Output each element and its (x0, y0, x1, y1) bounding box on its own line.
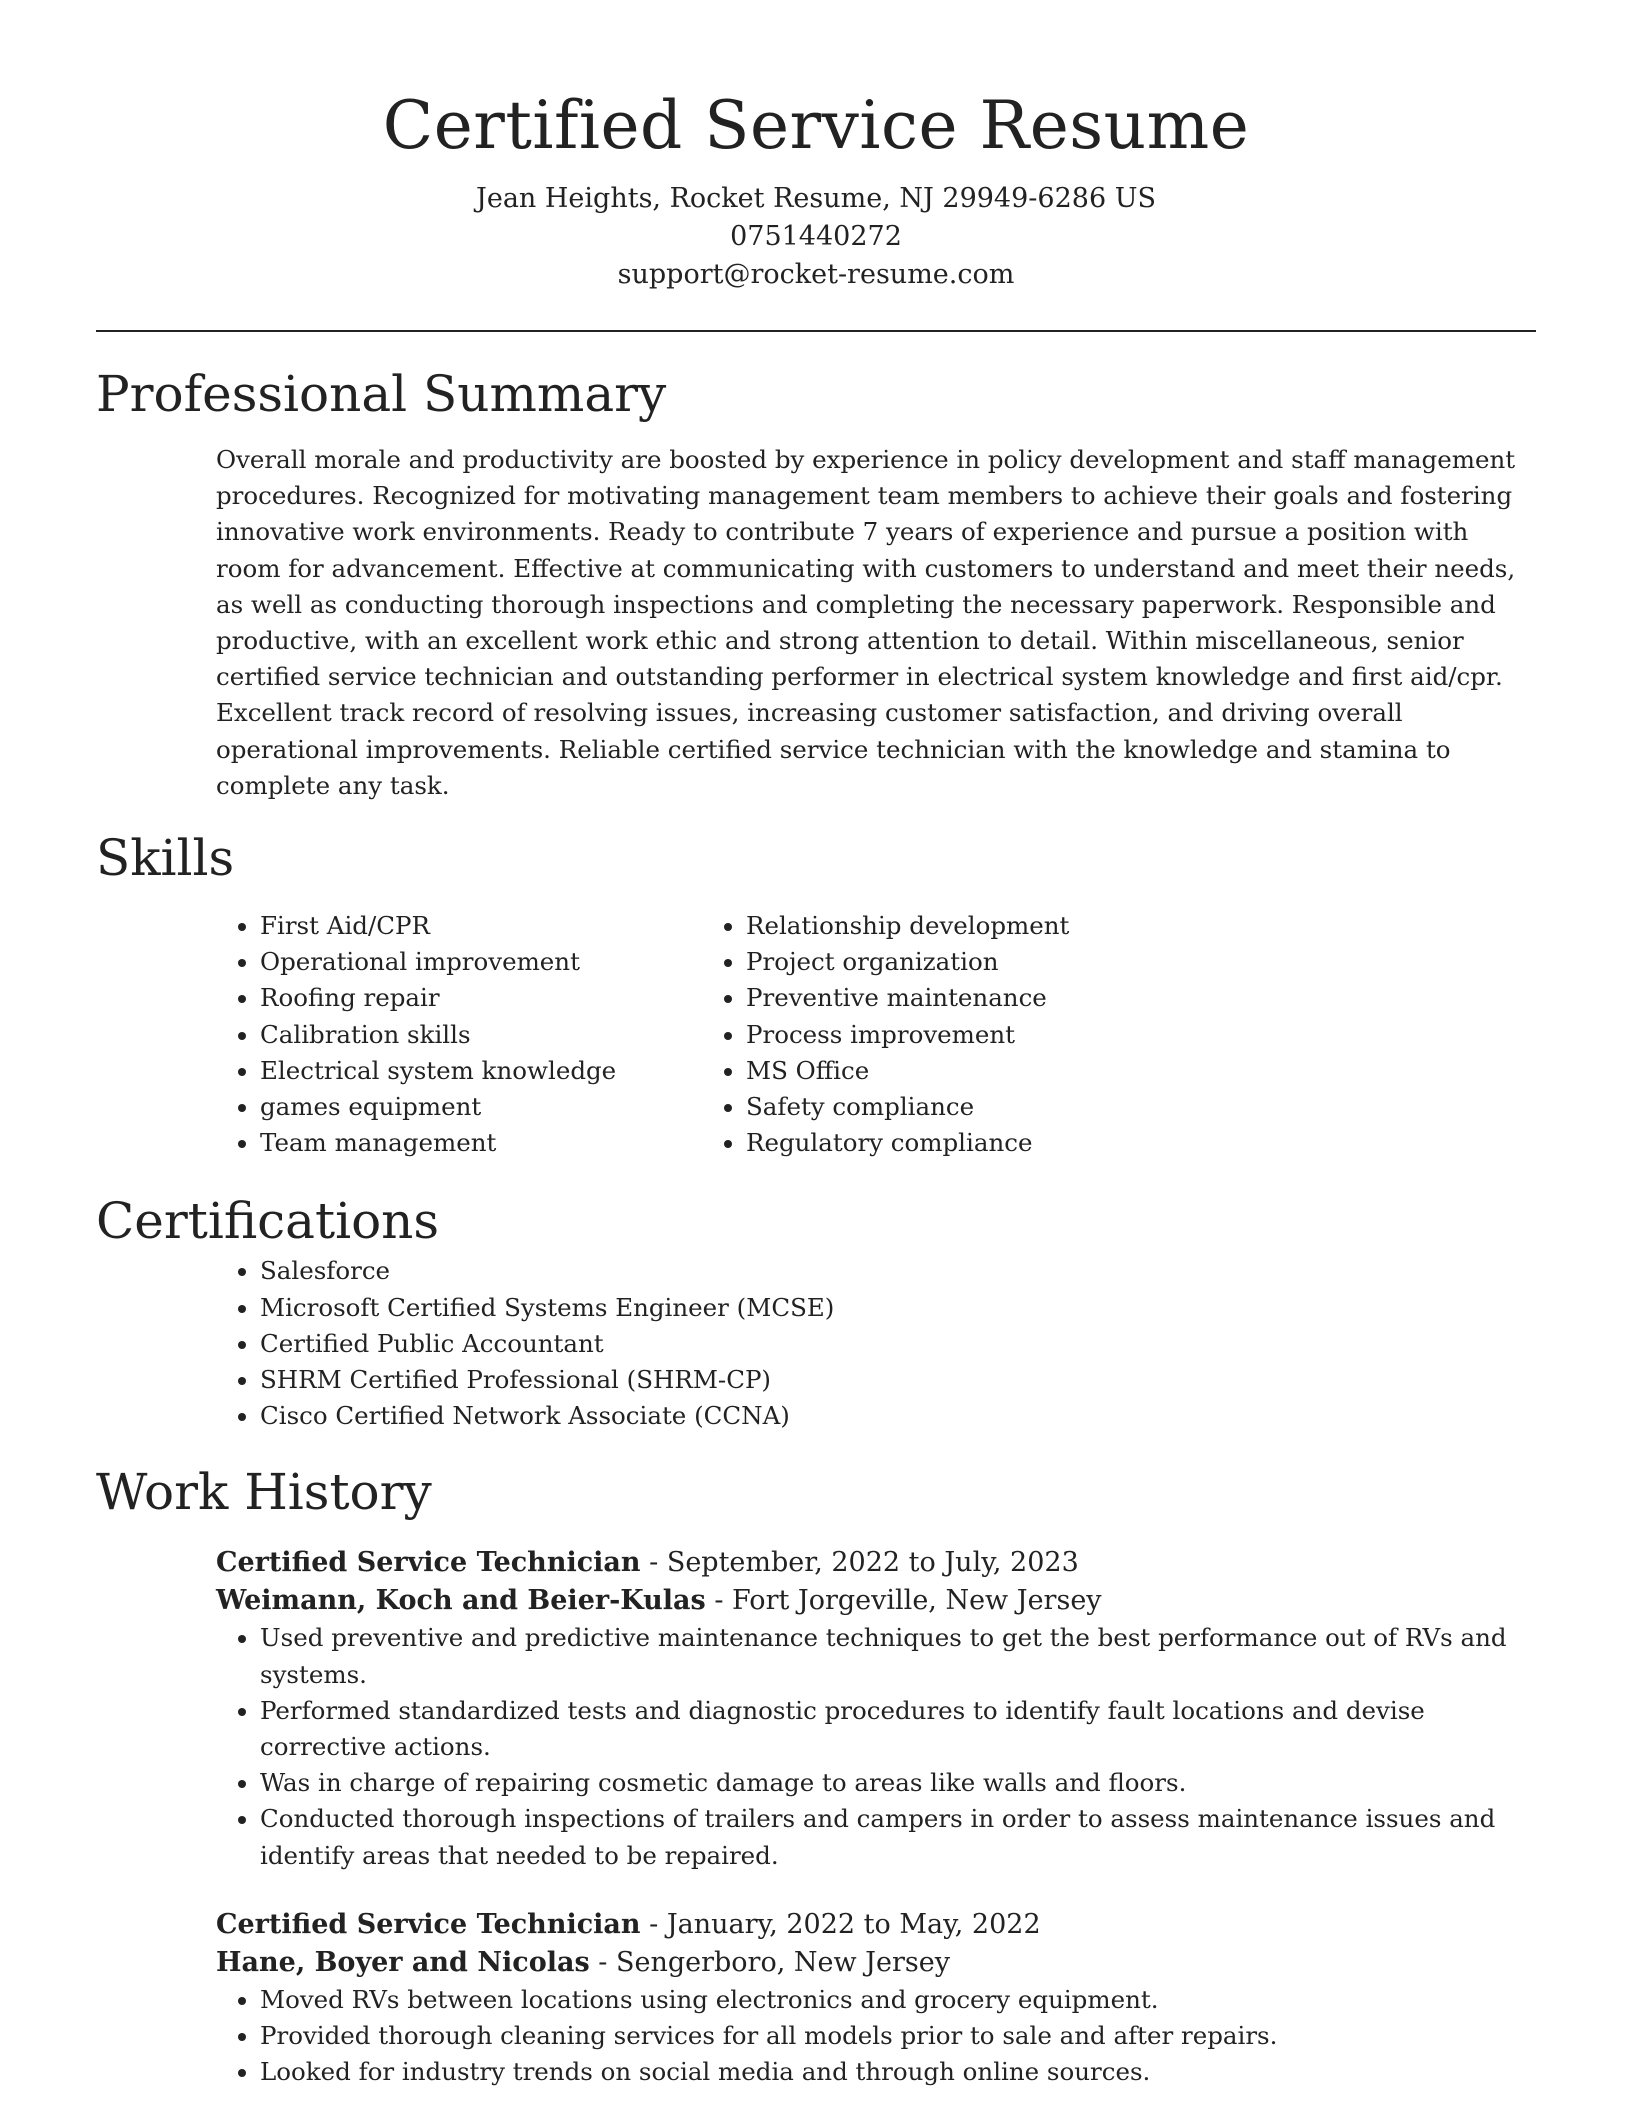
job-company-line (216, 1944, 1536, 1982)
skill-item: • games equipment (260, 1089, 746, 1125)
skill-item: • Safety compliance (746, 1089, 1396, 1125)
job-entry (216, 1906, 1536, 2091)
skills-columns (96, 908, 1536, 1161)
job-duty: • Looked for industry trends on social media and through online sources. (260, 2054, 1536, 2090)
job-dates: - September, 2022 to July, 2023 (640, 1547, 1079, 1579)
summary-heading: Professional Summary (96, 365, 667, 423)
skill-item: • Preventive maintenance (746, 980, 1396, 1016)
certifications-heading: Certifications (96, 1192, 440, 1251)
skill-item: • Regulatory compliance (746, 1125, 1396, 1161)
phone-line: 0751440272 (730, 221, 902, 252)
skill-item: • Roofing repair (260, 980, 746, 1016)
job-duties-list (216, 1620, 1536, 1873)
skills-heading: Skills (96, 829, 235, 888)
job-role: Certified Service Technician (216, 1908, 641, 1940)
job-duty: • Used preventive and predictive maintenance techniques to get the best performance out of RVs and systems. (260, 1620, 1536, 1692)
job-duty: • Performed standardized tests and diagnostic procedures to identify fault locations and devise corrective actions. (260, 1693, 1536, 1765)
job-duties-list (216, 1982, 1536, 2091)
certification-item: • SHRM Certified Professional (SHRM-CP) (260, 1362, 1536, 1398)
certification-item: • Salesforce (260, 1253, 1536, 1289)
certifications-list (96, 1253, 1536, 1434)
skills-list-right (582, 908, 1396, 1161)
resume-header (96, 0, 1536, 294)
address-line: Jean Heights, Rocket Resume, NJ 29949-6286 US (476, 183, 1156, 214)
job-company: Weimann, Koch and Beier-Kulas (216, 1585, 706, 1617)
certification-item: • Cisco Certified Network Associate (CCNA) (260, 1398, 1536, 1434)
job-company-line (216, 1582, 1536, 1620)
skill-item: • MS Office (746, 1053, 1396, 1089)
job-duty: • Was in charge of repairing cosmetic damage to areas like walls and floors. (260, 1765, 1536, 1801)
job-title-line (216, 1544, 1536, 1582)
skill-item: • First Aid/CPR (260, 908, 746, 944)
skill-item: • Process improvement (746, 1017, 1396, 1053)
header-divider (96, 330, 1536, 332)
job-duty: • Moved RVs between locations using electronics and grocery equipment. (260, 1982, 1536, 2018)
job-entry (216, 1544, 1536, 1873)
contact-block (96, 180, 1536, 294)
skill-item: • Team management (260, 1125, 746, 1161)
skill-item: • Calibration skills (260, 1017, 746, 1053)
job-role: Certified Service Technician (216, 1547, 641, 1579)
job-title-line (216, 1906, 1536, 1944)
job-dates: - January, 2022 to May, 2022 (640, 1908, 1041, 1940)
skill-item: • Relationship development (746, 908, 1396, 944)
certification-item: • Certified Public Accountant (260, 1326, 1536, 1362)
job-duty: • Conducted thorough inspections of trailers and campers in order to assess maintenance issues and identify areas that needed to be repaired. (260, 1801, 1536, 1873)
skill-item: • Project organization (746, 944, 1396, 980)
skills-column-right (746, 908, 1396, 1161)
job-location: - Sengerboro, New Jersey (589, 1946, 950, 1978)
summary-text: Overall morale and productivity are boosted by experience in policy development and staff management procedures. Recognized for motivating management team members to achieve their goals and fostering innovative work environments. Ready to contribute 7 years of experience and pursue a position with room for advancement. Effective at communicating with customers to understand and meet their needs, as well as conducting thorough inspections and completing the necessary paperwork. Responsible and productive, with an excellent work ethic and strong attention to detail. Within miscellaneous, senior certified service technician and outstanding performer in electrical system knowledge and first aid/cpr. Excellent track record of resolving issues, increasing customer satisfaction, and driving overall operational improvements. Reliable certified service technician with the knowledge and stamina to complete any task. (216, 445, 1516, 800)
skill-item: • Electrical system knowledge (260, 1053, 746, 1089)
job-location: - Fort Jorgeville, New Jersey (705, 1585, 1102, 1617)
certification-item: • Microsoft Certified Systems Engineer (MCSE) (260, 1290, 1536, 1326)
skill-item: • Operational improvement (260, 944, 746, 980)
job-duty: • Provided thorough cleaning services for all models prior to sale and after repairs. (260, 2018, 1536, 2054)
email-line[interactable]: support@rocket-resume.com (617, 259, 1015, 290)
job-company: Hane, Boyer and Nicolas (216, 1946, 590, 1978)
work-history-heading: Work History (96, 1463, 432, 1522)
resume-title: Certified Service Resume (382, 87, 1250, 164)
